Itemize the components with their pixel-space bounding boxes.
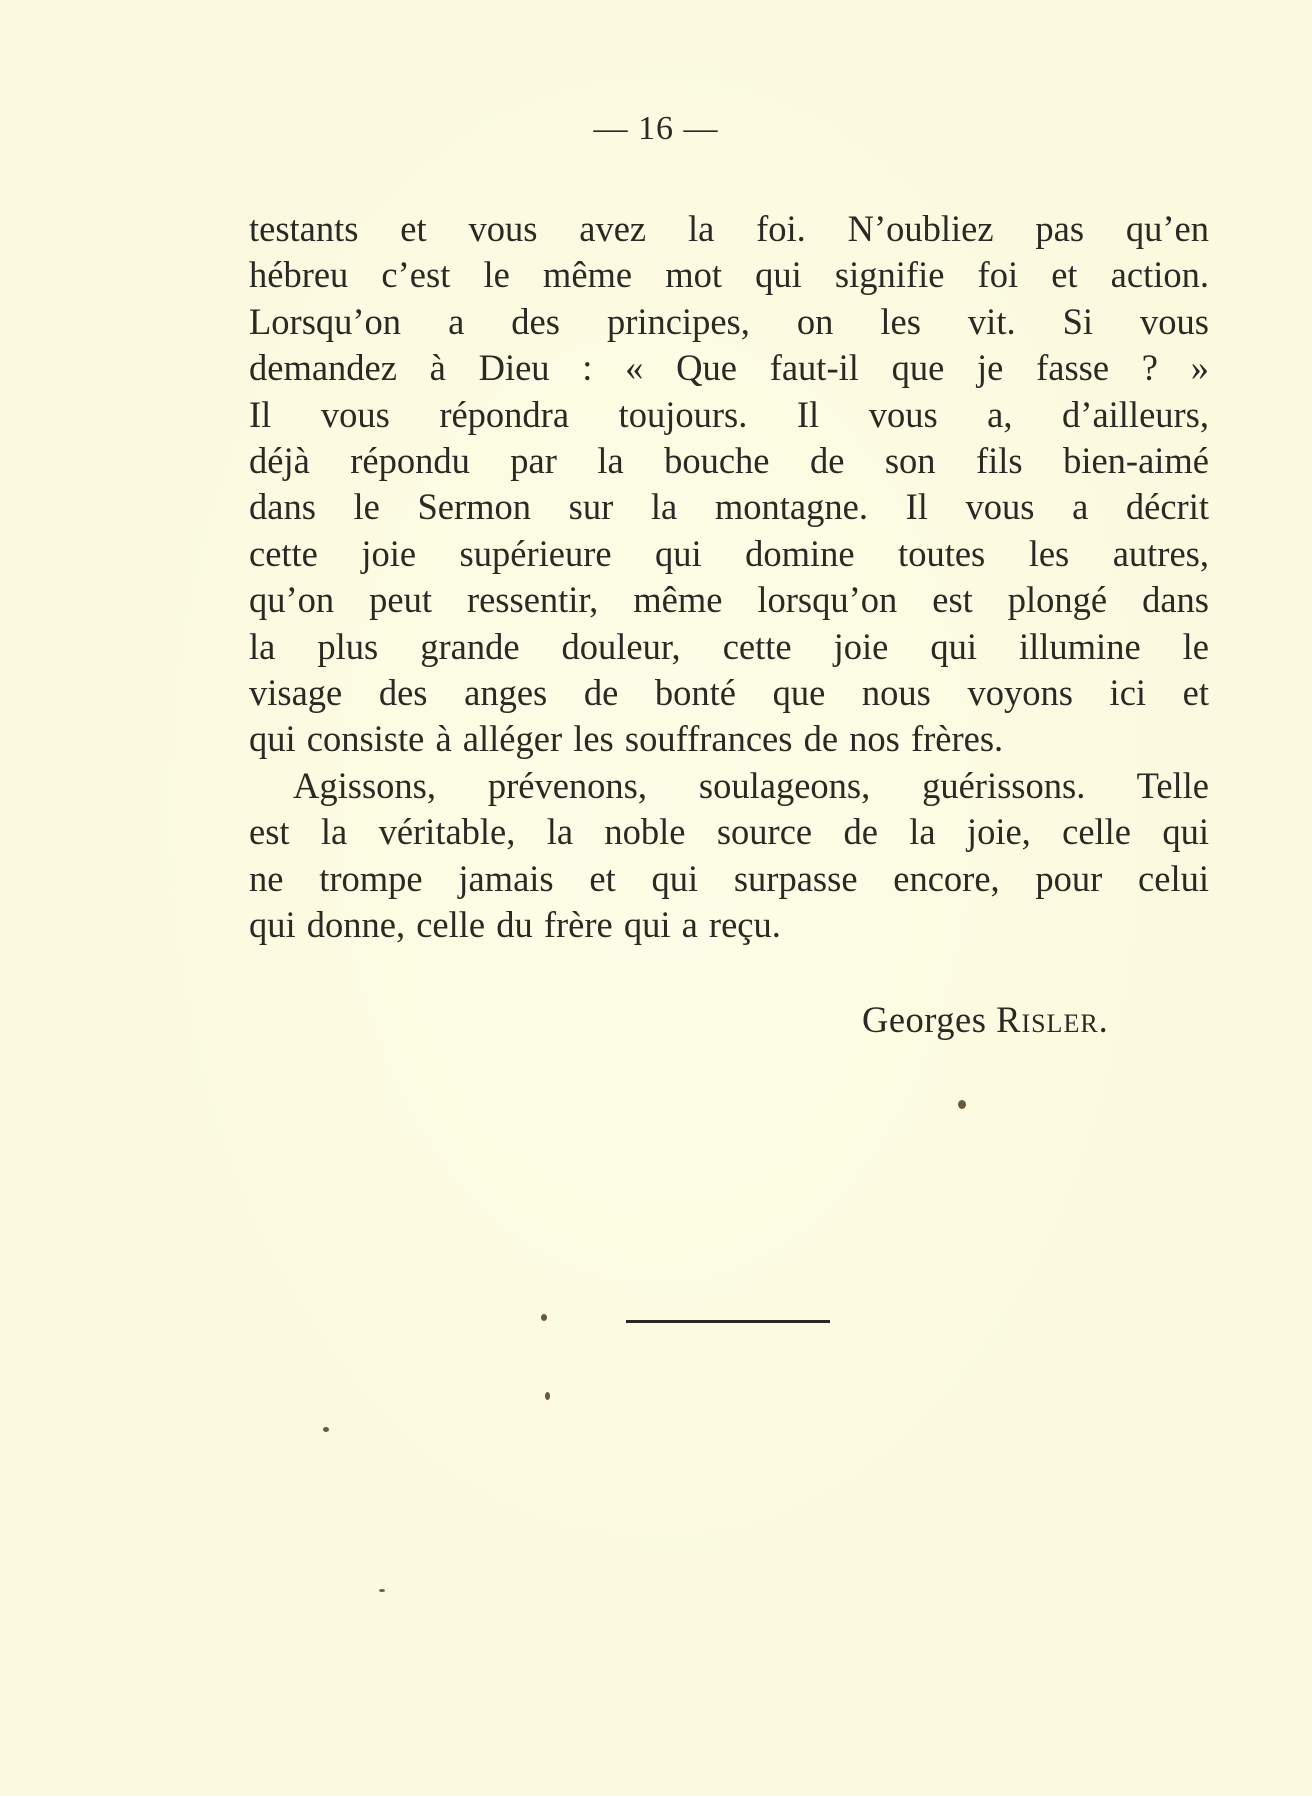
text-line: Il vous répondra toujours. Il vous a, d’ailleurs, xyxy=(249,393,1209,435)
text-line: demandez à Dieu : « Que faut-il que je fasse ? » xyxy=(249,347,1209,389)
text-line: testants et vous avez la foi. N’oubliez pas qu’en xyxy=(249,208,1209,249)
text-line: déjà répondu par la bouche de son fils bien-aimé xyxy=(249,440,1209,482)
text-line: Lorsqu’on a des principes, on les vit. Si vous xyxy=(249,300,1209,342)
text-line: Agissons, prévenons, soulageons, guérissons. Telle xyxy=(293,764,1209,806)
text-line: dans le Sermon sur la montagne. Il vous a décrit xyxy=(249,486,1209,528)
paper-speck xyxy=(541,1314,547,1321)
text-line: qui donne, celle du frère qui a reçu. xyxy=(249,904,781,946)
paper-speck xyxy=(323,1427,329,1432)
paper-speck xyxy=(958,1100,966,1109)
text-line: qu’on peut ressentir, même lorsqu’on est plongé dans xyxy=(249,579,1209,621)
text-line: qui consiste à alléger les souffrances de nos frères. xyxy=(249,718,1004,760)
paragraph-2 xyxy=(249,763,1209,949)
text-line: est la véritable, la noble source de la joie, celle qui xyxy=(249,811,1209,853)
page-number: — 16 — xyxy=(593,110,719,147)
author-signature xyxy=(862,998,1109,1041)
body-text xyxy=(249,206,1209,949)
paper-speck xyxy=(379,1589,385,1592)
text-line: cette joie supérieure qui domine toutes les autres, xyxy=(249,532,1209,574)
text-line: visage des anges de bonté que nous voyons ici et xyxy=(249,672,1209,714)
closing-rule xyxy=(626,1320,830,1323)
text-line: hébreu c’est le même mot qui signifie foi et action. xyxy=(249,254,1209,296)
paper-speck xyxy=(545,1392,550,1400)
text-line: ne trompe jamais et qui surpasse encore, pour celui xyxy=(249,857,1209,899)
paragraph-1 xyxy=(249,206,1209,763)
text-line: la plus grande douleur, cette joie qui illumine le xyxy=(249,625,1209,667)
author-last-name: Risler. xyxy=(996,999,1109,1040)
author-first-name: Georges xyxy=(862,999,987,1040)
